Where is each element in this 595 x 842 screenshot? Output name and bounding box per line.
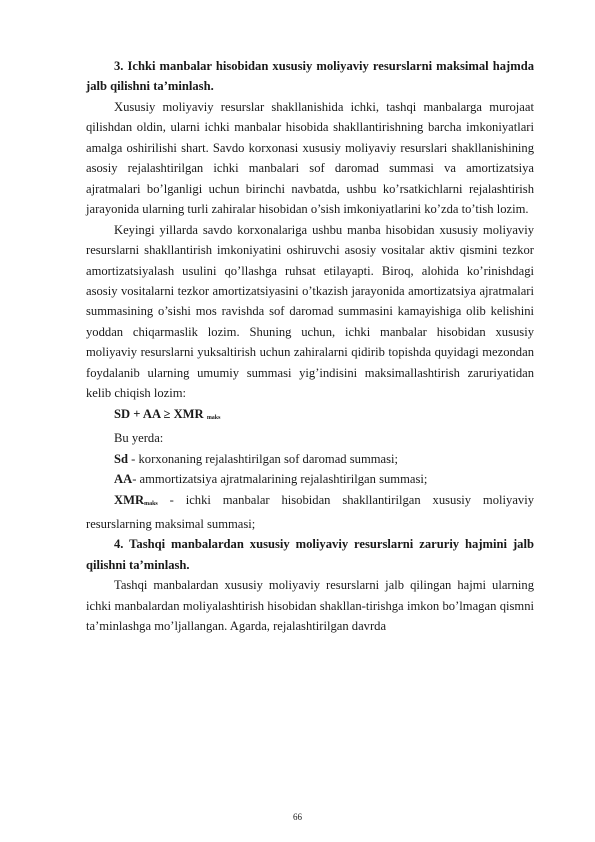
paragraph-2: Keyingi yillarda savdo korxonalariga ushbu manba hisobidan xususiy moliyaviy resurslarni shakllantirish imkoniyatini oshiruvchi asosiy vositalar aktiv qismini tezkor amortizatsiyalash usulini qo’llashga ruhsat etilayapti. Biroq, alohida ko’rinishdagi asosiy vositalarni tezkor amortizatsiyasini o’tkazish jarayonida amortizatsiya ajratmalari summasining o’sishi mos ravishda sof daromad summasini kamayishiga olib kelishini yoddan chiqarmaslik lozim. Shuning uchun, ichki manbalar hisobidan xususiy moliyaviy resurslarni yuksaltirish uchun zahiralarni qidirib topishda quyidagi mezondan foydalanib ularning umumiy summasi yig’indisini maksimallashtirish zaruriyatidan kelib chiqish lozim:	[86, 222, 534, 401]
definition-aa	[86, 469, 534, 489]
definition-sd-term: Sd	[114, 451, 129, 466]
page-body	[86, 56, 534, 637]
definition-sd-text: - korxonaning rejalashtirilgan sof daromad summasi;	[128, 451, 399, 466]
definition-xmr-text: - ichki manbalar hisobidan shakllantirilgan xususiy moliyaviy resurslarning maksimal summasi;	[86, 492, 534, 531]
definition-sd	[86, 449, 534, 469]
section-3-heading: 3. Ichki manbalar hisobidan xususiy moliyaviy resurslarni maksimal hajmda jalb qilishni ta’minlash.	[86, 59, 534, 94]
definition-aa-term: AA	[114, 472, 133, 487]
page-number: 66	[293, 812, 302, 822]
where-label: Bu yerda:	[114, 431, 164, 446]
section-4-heading: 4. Tashqi manbalardan xususiy moliyaviy resurslarni zaruriy hajmini jalb qilishni ta’minlash.	[86, 537, 534, 572]
paragraph-3: Tashqi manbalardan xususiy moliyaviy resurslarni jalb qilingan hajmi ularning ichki manbalardan moliyalashtirish hisobidan shakllan-tirishga imkon bo’lmagan qismni ta’minlashga mo’ljallangan. Agarda, rejalashtirilgan davrda	[86, 578, 534, 634]
definition-xmr	[86, 490, 534, 535]
paragraph-1: Xususiy moliyaviy resurslar shakllanishida ichki, tashqi manbalarga murojaat qilishdan oldin, ularni ichki manbalar hisobida shakllantirishning barcha imkoniyatlari amalga oshirilishi shart. Savdo korxonasi xususiy moliyaviy resurslari shakllanishining asosiy rejalashtirilgan ichki manbalari sof daromad summasi va amortizatsiya ajratmalari bo’lganligi uchun birinchi navbatda, ushbu ko’rsatkichlarni rejalashtirish jarayonida ularning turli zahiralar hisobidan o’sish imkoniyatlarini ko’zda to’tish lozim.	[86, 99, 534, 217]
definition-xmr-term: XMR	[114, 492, 145, 507]
formula-subscript: maks	[206, 414, 221, 421]
definition-aa-text: - ammortizatsiya ajratmalarining rejalashtirilgan summasi;	[132, 472, 428, 487]
formula	[86, 404, 534, 428]
formula-main: SD + AA ≥ XMR	[114, 406, 204, 421]
definition-xmr-subscript: maks	[144, 500, 158, 507]
